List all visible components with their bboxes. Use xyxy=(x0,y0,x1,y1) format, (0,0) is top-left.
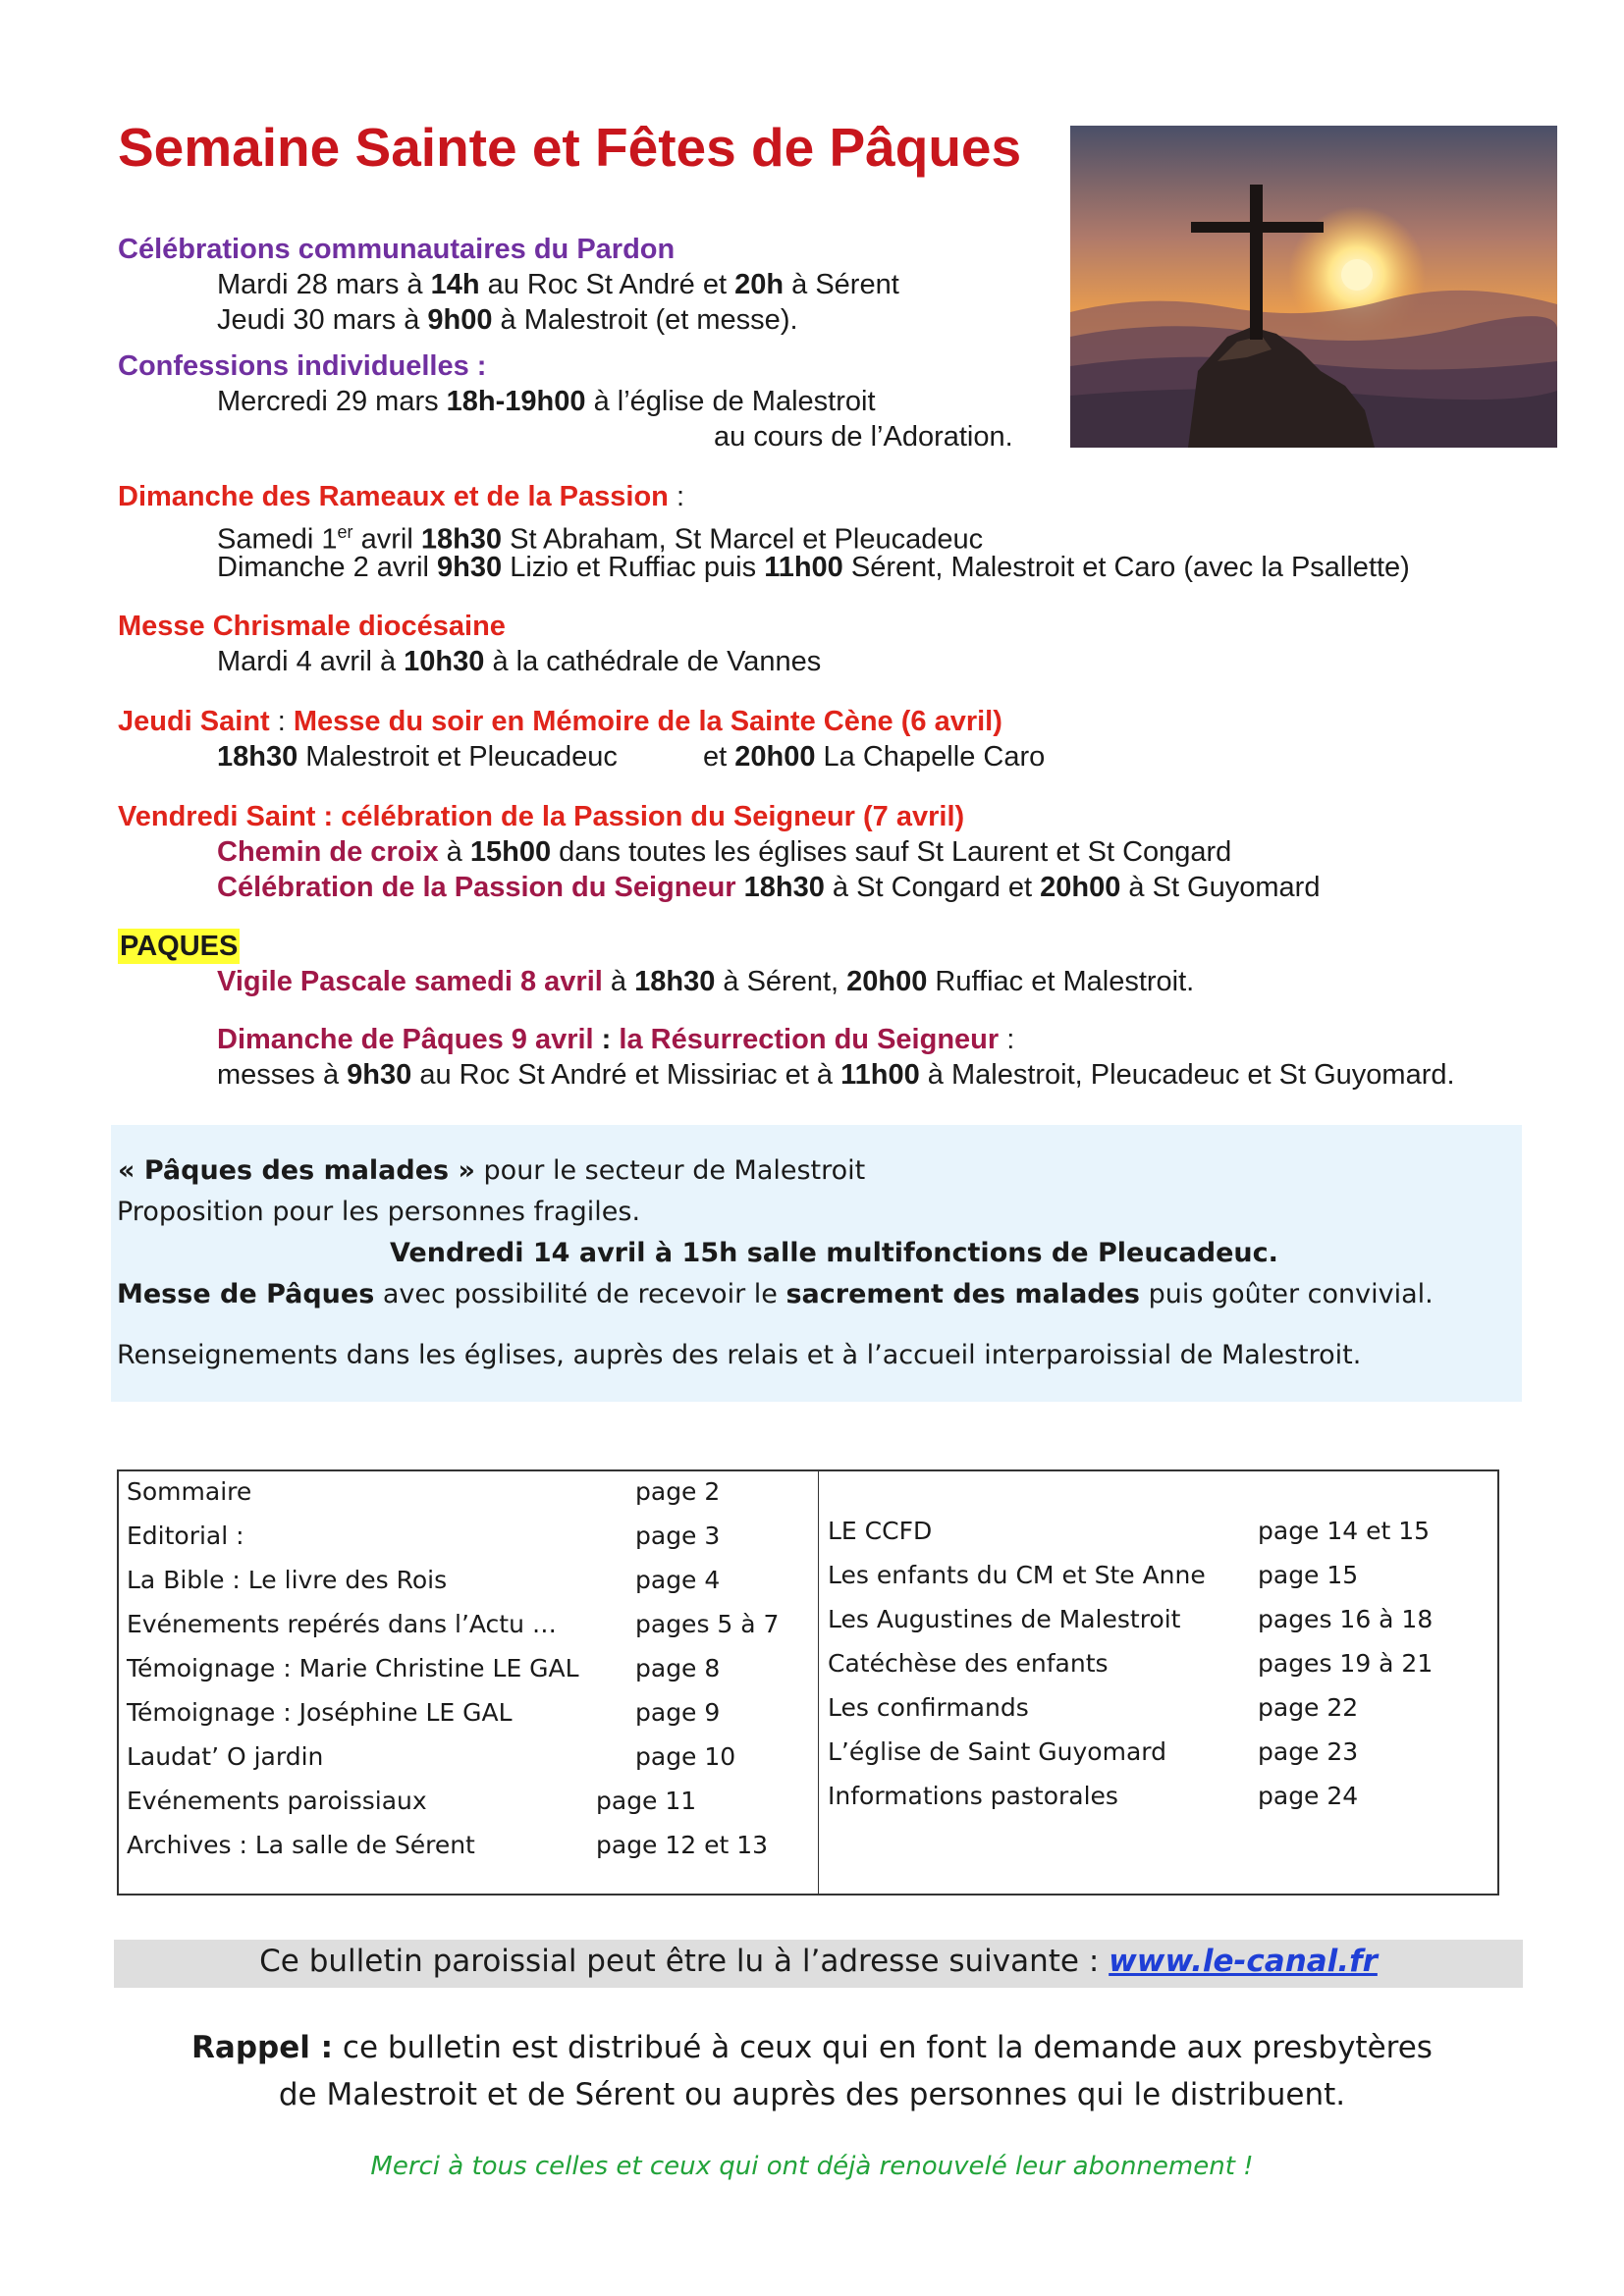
toc-left-label: Sommaire xyxy=(127,1477,252,1506)
jeudi-saint-heading: Jeudi Saint : Messe du soir en Mémoire de la Sainte Cène (6 avril) xyxy=(118,706,1002,737)
toc-left-label: Laudat’ O jardin xyxy=(127,1742,324,1771)
toc-right-page: page 24 xyxy=(1258,1782,1359,1810)
toc-left-page: page 8 xyxy=(635,1654,721,1682)
chrismale-heading: Messe Chrismale diocésaine xyxy=(118,611,506,642)
website-line: Ce bulletin paroissial peut être lu à l’adresse suivante : www.le-canal.fr xyxy=(259,1944,1378,1979)
toc-left-label: Evénements paroissiaux xyxy=(127,1787,427,1815)
toc-left-page: page 2 xyxy=(635,1477,721,1506)
toc-left-label: La Bible : Le livre des Rois xyxy=(127,1566,448,1594)
vendredi-saint-line-2: Célébration de la Passion du Seigneur 18h30 à St Congard et 20h00 à St Guyomard xyxy=(217,872,1321,903)
rameaux-line-2: Dimanche 2 avril 9h30 Lizio et Ruffiac puis 11h00 Sérent, Malestroit et Caro (avec la Psallette) xyxy=(217,552,1410,583)
malades-line-4: Messe de Pâques avec possibilité de recevoir le sacrement des malades puis goûter convivial. xyxy=(117,1279,1434,1309)
confessions-heading: Confessions individuelles : xyxy=(118,350,487,382)
toc-right-page: page 22 xyxy=(1258,1693,1359,1722)
malades-line-1: « Pâques des malades » pour le secteur de Malestroit xyxy=(118,1155,866,1186)
toc-right-page: pages 16 à 18 xyxy=(1258,1605,1434,1633)
malades-line-3: Vendredi 14 avril à 15h salle multifonctions de Pleucadeuc. xyxy=(390,1238,1278,1268)
chrismale-line-1: Mardi 4 avril à 10h30 à la cathédrale de Vannes xyxy=(217,646,822,677)
toc-left-page: page 10 xyxy=(635,1742,736,1771)
toc-right-label: Les enfants du CM et Ste Anne xyxy=(828,1561,1206,1589)
toc-left-page: pages 5 à 7 xyxy=(635,1610,780,1638)
merci-line: Merci à tous celles et ceux qui ont déjà renouvelé leur abonnement ! xyxy=(370,2152,1254,2181)
toc-right-label: L’église de Saint Guyomard xyxy=(828,1737,1166,1766)
jeudi-saint-line-1: 18h30 Malestroit et Pleucadeuc xyxy=(217,741,618,773)
pardon-line-1: Mardi 28 mars à 14h au Roc St André et 20h à Sérent xyxy=(217,269,899,300)
pardon-line-2: Jeudi 30 mars à 9h00 à Malestroit (et messe). xyxy=(217,304,798,336)
toc-right-page: pages 19 à 21 xyxy=(1258,1649,1434,1678)
website-link[interactable]: www.le-canal.fr xyxy=(1109,1944,1378,1979)
rappel-line-2: de Malestroit et de Sérent ou auprès des personnes qui le distribuent. xyxy=(278,2077,1346,2112)
toc-divider xyxy=(818,1471,819,1894)
toc-right-label: LE CCFD xyxy=(828,1517,933,1545)
toc-right-label: Les confirmands xyxy=(828,1693,1029,1722)
toc-right-page: page 23 xyxy=(1258,1737,1359,1766)
toc-right-label: Catéchèse des enfants xyxy=(828,1649,1109,1678)
toc-right-label: Informations pastorales xyxy=(828,1782,1118,1810)
toc-left-page: page 4 xyxy=(635,1566,721,1594)
toc-right-page: page 15 xyxy=(1258,1561,1359,1589)
toc-left-page: page 11 xyxy=(596,1787,697,1815)
toc-left-label: Témoignage : Joséphine LE GAL xyxy=(127,1698,513,1727)
vendredi-saint-heading: Vendredi Saint : célébration de la Passion du Seigneur (7 avril) xyxy=(118,801,965,832)
toc-left-label: Archives : La salle de Sérent xyxy=(127,1831,475,1859)
rameaux-heading: Dimanche des Rameaux et de la Passion : xyxy=(118,481,685,512)
dimanche-paques-heading: Dimanche de Pâques 9 avril : la Résurrection du Seigneur : xyxy=(217,1024,1015,1055)
rameaux-line-1: Samedi 1er avril 18h30 St Abraham, St Marcel et Pleucadeuc xyxy=(217,522,984,556)
dimanche-paques-line: messes à 9h30 au Roc St André et Missiriac et à 11h00 à Malestroit, Pleucadeuc et St Guyomard. xyxy=(217,1059,1455,1091)
confessions-line-2: au cours de l’Adoration. xyxy=(714,421,1013,453)
paques-heading: PAQUES xyxy=(120,931,239,962)
toc-left-label: Témoignage : Marie Christine LE GAL xyxy=(127,1654,579,1682)
confessions-line-1: Mercredi 29 mars 18h-19h00 à l’église de Malestroit xyxy=(217,386,876,417)
malades-line-5: Renseignements dans les églises, auprès des relais et à l’accueil interparoissial de Malestroit. xyxy=(117,1340,1362,1370)
toc-right-page: page 14 et 15 xyxy=(1258,1517,1431,1545)
malades-line-2: Proposition pour les personnes fragiles. xyxy=(117,1197,641,1227)
rappel-line-1: Rappel : ce bulletin est distribué à ceux qui en font la demande aux presbytères xyxy=(191,2030,1433,2065)
vendredi-saint-line-1: Chemin de croix à 15h00 dans toutes les églises sauf St Laurent et St Congard xyxy=(217,836,1232,868)
page-title: Semaine Sainte et Fêtes de Pâques xyxy=(118,117,1022,178)
toc-left-page: page 12 et 13 xyxy=(596,1831,769,1859)
toc-left-page: page 9 xyxy=(635,1698,721,1727)
toc-left-label: Editorial : xyxy=(127,1522,244,1550)
cross-on-mountain-photo xyxy=(1070,126,1557,448)
toc-left-page: page 3 xyxy=(635,1522,721,1550)
vigile-pascale-line: Vigile Pascale samedi 8 avril à 18h30 à Sérent, 20h00 Ruffiac et Malestroit. xyxy=(217,966,1195,997)
toc-right-label: Les Augustines de Malestroit xyxy=(828,1605,1181,1633)
pardon-heading: Célébrations communautaires du Pardon xyxy=(118,234,676,265)
jeudi-saint-line-1b: et 20h00 La Chapelle Caro xyxy=(703,741,1046,773)
toc-left-label: Evénements repérés dans l’Actu … xyxy=(127,1610,557,1638)
